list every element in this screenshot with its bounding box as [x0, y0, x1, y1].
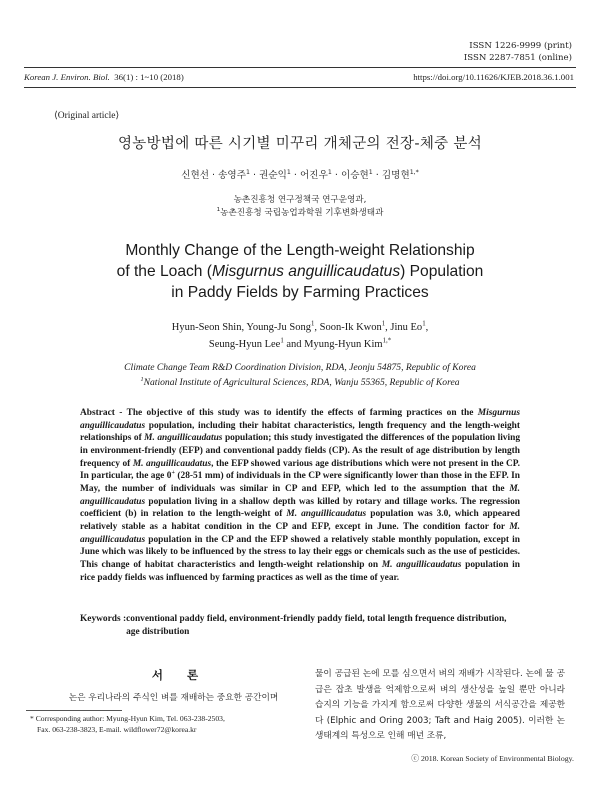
- footnote-line2: Fax. 063-238-3823, E-mail. wildflower72@korea.kr: [37, 724, 197, 734]
- article-type: ⟨Original article⟩: [54, 111, 120, 121]
- abstract-text: The objective of this study was to identify the effects of farming practices on the: [126, 408, 478, 418]
- abstract-label: Abstract: [80, 408, 115, 418]
- abstract-text: , the EFP showed various age distributions which were not present in the CP. In particular, the age 0: [80, 458, 520, 482]
- doi-link[interactable]: https://doi.org/10.11626/KJEB.2018.36.1.001: [413, 72, 574, 82]
- english-affiliations: [0, 360, 600, 390]
- korean-author-name: 어진우: [300, 170, 328, 181]
- english-author-sup: 1: [422, 320, 426, 328]
- keywords-text: conventional paddy field, environment-friendly paddy field, total length frequence distribution, age distribution: [126, 614, 507, 637]
- abstract-dash: -: [114, 408, 127, 418]
- abstract-species-name: M. anguillicaudatus: [132, 458, 212, 469]
- header-rule-top: [24, 67, 576, 68]
- intro-left-text: 논은 우리나라의 주식인 벼를 재배하는 중요한 공간이며: [68, 693, 279, 703]
- issn-block: [464, 41, 572, 64]
- korean-title: 영농방법에 따른 시기별 미꾸리 개체군의 전장-체중 분석: [117, 136, 483, 152]
- korean-affiliation-2: 농촌진흥청 국립농업과학원 기후변화생태과: [220, 208, 384, 218]
- abstract-text: population; this study investigated the differences of the population living in environment-friendly (EFP) and conventional paddy fields (CP). As the result of age distribution by length frequency of: [80, 433, 521, 469]
- english-title-line2-post: ) Population: [400, 263, 484, 280]
- english-author-name: Soon-Ik Kwon: [319, 322, 382, 333]
- english-author-name: Seung-Hyun Lee: [208, 338, 281, 350]
- english-title-species: Misgurnus anguillicaudatus: [212, 263, 401, 280]
- abstract-species-name: M. anguillicaudatus: [381, 559, 462, 570]
- journal-citation: [24, 72, 184, 82]
- english-title-line2-pre: of the Loach (: [116, 263, 213, 280]
- corresponding-footnote: [30, 714, 225, 735]
- abstract-species-name: M. anguillicaudatus: [144, 433, 223, 444]
- journal-volume: 36(1) : 1~10 (2018): [114, 72, 184, 82]
- journal-name: Korean J. Environ. Biol.: [24, 72, 110, 82]
- english-title-line1: Monthly Change of the Length-weight Relationship: [125, 242, 475, 259]
- section-heading-introduction: 서 론: [151, 668, 209, 682]
- english-author-name: Young-Ju Song: [246, 322, 311, 333]
- abstract-text: population living in a shallow depth was killed by rotary and tillage works. The regression coefficient (b) in relation to the length-weight of: [80, 496, 520, 520]
- keywords-label: Keywords :: [80, 614, 127, 624]
- korean-affiliation-2-line: [0, 207, 600, 220]
- abstract-text: population was 3.0, which appeared relatively stable as a habitat condition in the CP and EFP, except in June. The condition factor for: [80, 509, 520, 532]
- english-author-name: Hyun-Seon Shin: [171, 322, 242, 333]
- korean-author-name: 이승현: [340, 170, 369, 181]
- english-title-line2: [0, 261, 600, 282]
- korean-author-name: 송영주: [218, 170, 246, 181]
- korean-author-name: 신현선: [181, 170, 209, 181]
- english-title: [0, 240, 600, 303]
- header-rule-bottom: [24, 87, 576, 88]
- english-author-sup: 1: [310, 320, 315, 328]
- abstract-text: population, including their habitat characteristics, length frequency and the length-weight relationships of: [80, 420, 520, 444]
- korean-affiliation-1: 농촌진흥청 연구정책국 연구운영과,: [233, 195, 367, 205]
- abstract-species-name: M. anguillicaudatus: [80, 521, 520, 545]
- english-author-name: Myung-Hyun Kim: [304, 338, 383, 350]
- english-title-line3: in Paddy Fields by Farming Practices: [171, 284, 429, 301]
- abstract-body: [80, 408, 520, 583]
- english-affiliation-1: Climate Change Team R&D Coordination Division, RDA, Jeonju 54875, Republic of Korea: [124, 362, 476, 373]
- footnote-line1: * Corresponding author: Myung-Hyun Kim, Tel. 063-238-2503,: [30, 714, 225, 723]
- korean-author-sup: 1: [327, 168, 332, 176]
- abstract-species-name: M. anguillicaudatus: [286, 509, 367, 520]
- korean-author-name: 권순익: [259, 170, 287, 181]
- korean-author-sup: 1: [368, 168, 373, 176]
- abstract-text: (28-51 mm) of individuals in the CP were significantly lower than those in the EFP. In May, the number of individuals was similar in CP and EFP, which led to the assumption that the: [80, 471, 520, 494]
- english-author-sup: 1: [280, 337, 284, 344]
- korean-affiliation-2-sup: 1: [216, 207, 221, 214]
- abstract-text: population in rice paddy fields was influenced by farming practices as well as the time of year.: [80, 559, 520, 583]
- intro-right-text: 물이 공급된 논에 모를 심으면서 벼의 재배가 시작된다. 논에 물 공급은 잡초 발생을 억제함으로써 벼의 생산성을 높일 뿐만 아니라 습지의 기능을 가지게 함으로써 다양한 생물의 서식공간을 제공한다 (Elphic and Oring 2003; Taft and Haig 2005). 이러한 논 생태계의 특성으로 인해 매년 조류,: [315, 669, 565, 742]
- korean-author-sup: 1,*: [409, 168, 419, 176]
- footnote-rule: [26, 710, 122, 711]
- english-author-sup: 1,*: [382, 337, 392, 344]
- korean-author-sup: 1: [286, 168, 291, 176]
- korean-author-name: 김명현: [381, 170, 410, 181]
- english-authors: [0, 320, 600, 353]
- english-affiliation-2-line: [0, 375, 600, 390]
- keywords: [80, 613, 520, 639]
- korean-author-sup: 1: [245, 168, 250, 176]
- copyright: ⓒ 2018. Korean Society of Environmental Biology.: [411, 754, 574, 763]
- english-authors-line2: Seung-Hyun Lee$^1$ and Myung-Hyun Kim$^{1,*}$: [208, 337, 392, 350]
- abstract-superscript: +: [171, 470, 175, 477]
- issn-online: ISSN 2287-7851 (online): [463, 52, 572, 63]
- abstract: [80, 407, 520, 584]
- issn-print: ISSN 1226-9999 (print): [469, 41, 572, 51]
- abstract-species-name: M. anguillicaudatus: [80, 483, 520, 507]
- english-author-sup: 1: [381, 320, 386, 328]
- english-affiliation-2-sup: 1: [140, 375, 144, 383]
- abstract-text: population in the CP and the EFP showed a relatively stable monthly population, except in June which was likely to be influenced by the stress to lay their eggs or chemicals such as the use of pesticides. This change of habitat characteristics and length-weight relationship on: [80, 534, 520, 570]
- english-authors-line1: Hyun-Seon Shin, Young-Ju Song$^1$, Soon-Ik Kwon$^1$, Jinu Eo$^1$,: [171, 320, 429, 333]
- abstract-species-name: Misgurnus anguillicaudatus: [80, 408, 521, 431]
- english-author-name: Jinu Eo: [390, 322, 423, 333]
- english-affiliation-2: National Institute of Agricultural Sciences, RDA, Wanju 55365, Republic of Korea: [143, 377, 460, 388]
- korean-authors: 신현선 · 송영주$^1$ · 권순익$^1$ · 어진우$^1$ · 이승현$^1$ · 김명현$^{1,*}$: [181, 168, 419, 181]
- korean-affiliations: [0, 194, 600, 220]
